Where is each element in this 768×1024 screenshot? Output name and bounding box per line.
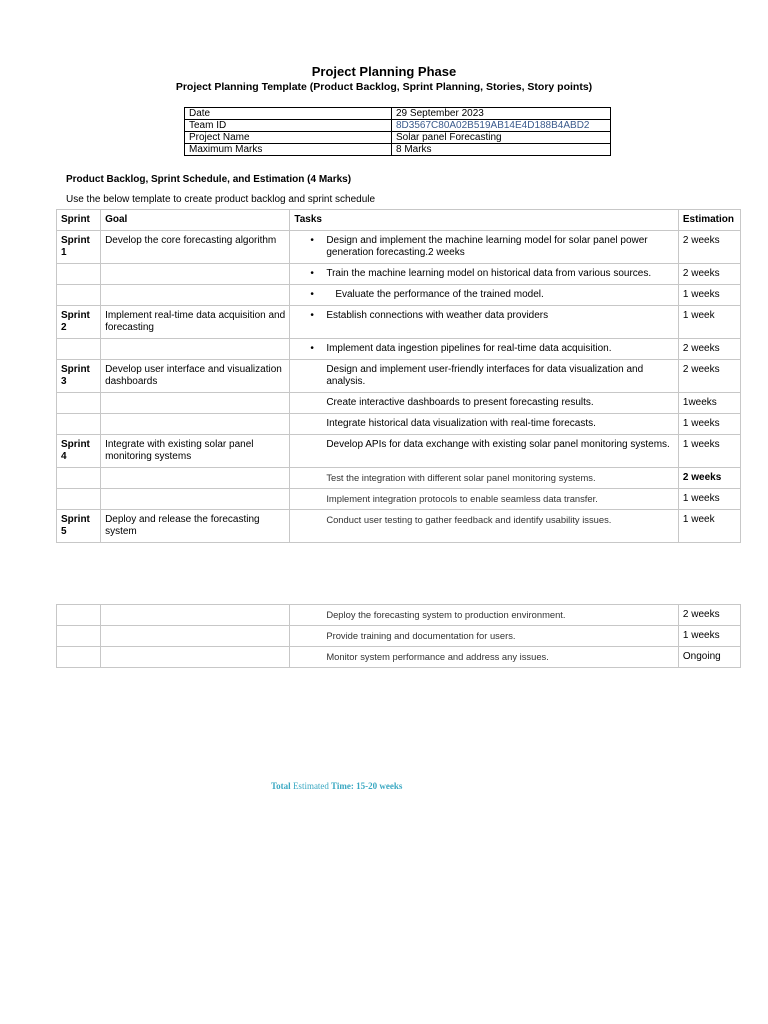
task-cell: • Design and implement the machine learning model for solar panel power generation forecasting.2 weeks — [290, 231, 679, 264]
sprint-cell — [57, 626, 101, 647]
column-header-tasks: Tasks — [290, 210, 679, 231]
task-cell: Provide training and documentation for users. — [290, 626, 679, 647]
backlog-table — [56, 209, 741, 543]
estimation-cell: 2 weeks — [678, 468, 740, 489]
info-row — [185, 132, 611, 144]
sprint-cell: Sprint 1 — [57, 231, 101, 264]
goal-cell: Implement real-time data acquisition and forecasting — [101, 306, 290, 339]
goal-cell — [101, 647, 290, 668]
project-info-table — [184, 107, 611, 156]
info-key: Date — [185, 108, 392, 120]
sprint-cell — [57, 489, 101, 510]
task-cell: Test the integration with different solar panel monitoring systems. — [290, 468, 679, 489]
total-label: Total — [271, 781, 291, 791]
info-row — [185, 120, 611, 132]
task-cell: Monitor system performance and address any issues. — [290, 647, 679, 668]
total-estimated-word: Estimated — [292, 781, 329, 791]
goal-cell — [101, 264, 290, 285]
estimation-cell: 1weeks — [678, 393, 740, 414]
estimation-cell: 1 weeks — [678, 489, 740, 510]
total-time-value: Time: 15-20 weeks — [331, 781, 403, 791]
goal-cell — [101, 339, 290, 360]
estimation-cell: 2 weeks — [678, 231, 740, 264]
estimation-cell: 1 weeks — [678, 285, 740, 306]
table-row — [57, 285, 741, 306]
sprint-cell — [57, 414, 101, 435]
sprint-cell: Sprint 5 — [57, 510, 101, 543]
column-header-sprint: Sprint — [57, 210, 101, 231]
table-header-row — [57, 210, 741, 231]
sprint-cell — [57, 339, 101, 360]
task-cell: Implement integration protocols to enable seamless data transfer. — [290, 489, 679, 510]
goal-cell: Develop user interface and visualization dashboards — [101, 360, 290, 393]
goal-cell — [101, 393, 290, 414]
goal-cell — [101, 605, 290, 626]
goal-cell — [101, 489, 290, 510]
task-cell: Integrate historical data visualization with real-time forecasts. — [290, 414, 679, 435]
backlog-table-continued — [56, 604, 741, 668]
estimation-cell: 1 week — [678, 510, 740, 543]
table-row — [57, 435, 741, 468]
page-title: Project Planning Phase — [311, 64, 457, 79]
info-key: Maximum Marks — [185, 144, 392, 156]
task-cell: • Evaluate the performance of the trained model. — [290, 285, 679, 306]
task-cell: • Train the machine learning model on historical data from various sources. — [290, 264, 679, 285]
table-row — [57, 647, 741, 668]
estimation-cell: 1 weeks — [678, 626, 740, 647]
task-cell: Create interactive dashboards to present forecasting results. — [290, 393, 679, 414]
info-row — [185, 108, 611, 120]
sprint-cell — [57, 285, 101, 306]
goal-cell: Develop the core forecasting algorithm — [101, 231, 290, 264]
estimation-cell: 2 weeks — [678, 264, 740, 285]
sprint-cell — [57, 468, 101, 489]
info-key: Team ID — [185, 120, 392, 132]
total-estimated-time — [271, 781, 402, 791]
table-row — [57, 339, 741, 360]
goal-cell — [101, 414, 290, 435]
task-cell: Design and implement user-friendly interfaces for data visualization and analysis. — [290, 360, 679, 393]
sprint-cell — [57, 264, 101, 285]
column-header-goal: Goal — [101, 210, 290, 231]
table-row — [57, 489, 741, 510]
sprint-cell — [57, 647, 101, 668]
task-cell: Develop APIs for data exchange with existing solar panel monitoring systems. — [290, 435, 679, 468]
info-key: Project Name — [185, 132, 392, 144]
estimation-cell: 1 weeks — [678, 435, 740, 468]
info-value: 8 Marks — [392, 144, 611, 156]
table-row — [57, 510, 741, 543]
task-cell: Deploy the forecasting system to production environment. — [290, 605, 679, 626]
sprint-cell — [57, 605, 101, 626]
section-note: Use the below template to create product backlog and sprint schedule — [66, 194, 376, 205]
info-value: 29 September 2023 — [392, 108, 611, 120]
table-row — [57, 393, 741, 414]
info-value: 8D3567C80A02B519AB14E4D188B4ABD2 — [392, 120, 611, 132]
task-cell: Conduct user testing to gather feedback and identify usability issues. — [290, 510, 679, 543]
table-row — [57, 306, 741, 339]
sprint-cell: Sprint 2 — [57, 306, 101, 339]
table-row — [57, 605, 741, 626]
estimation-cell: 2 weeks — [678, 605, 740, 626]
goal-cell — [101, 468, 290, 489]
table-row — [57, 231, 741, 264]
table-row — [57, 626, 741, 647]
table-row — [57, 264, 741, 285]
task-cell: • Implement data ingestion pipelines for real-time data acquisition. — [290, 339, 679, 360]
estimation-cell: Ongoing — [678, 647, 740, 668]
estimation-cell: 1 weeks — [678, 414, 740, 435]
sprint-cell — [57, 393, 101, 414]
info-row — [185, 144, 611, 156]
task-cell: • Establish connections with weather data providers — [290, 306, 679, 339]
section-heading: Product Backlog, Sprint Schedule, and Estimation (4 Marks) — [66, 174, 352, 185]
estimation-cell: 1 week — [678, 306, 740, 339]
estimation-cell: 2 weeks — [678, 339, 740, 360]
goal-cell: Integrate with existing solar panel monitoring systems — [101, 435, 290, 468]
table-row — [57, 468, 741, 489]
sprint-cell: Sprint 3 — [57, 360, 101, 393]
goal-cell: Deploy and release the forecasting system — [101, 510, 290, 543]
table-row — [57, 360, 741, 393]
page-subtitle: Project Planning Template (Product Backlog, Sprint Planning, Stories, Story points) — [175, 81, 593, 93]
sprint-cell: Sprint 4 — [57, 435, 101, 468]
info-value: Solar panel Forecasting — [392, 132, 611, 144]
column-header-estimation: Estimation — [678, 210, 740, 231]
table-row — [57, 414, 741, 435]
goal-cell — [101, 626, 290, 647]
estimation-cell: 2 weeks — [678, 360, 740, 393]
goal-cell — [101, 285, 290, 306]
